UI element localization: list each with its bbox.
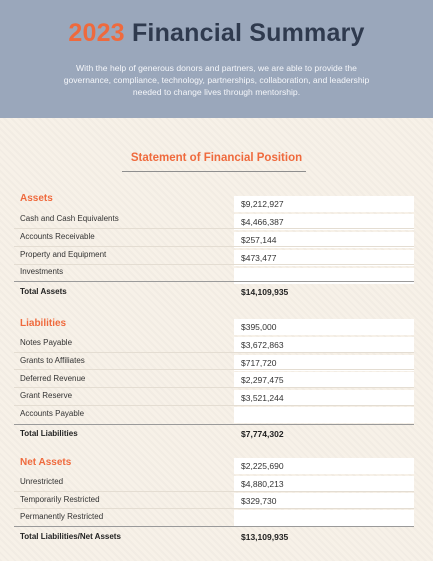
- liabilities-label-3: Deferred Revenue: [20, 374, 86, 383]
- total-liabilities-net-assets-value: $13,109,935: [241, 532, 289, 542]
- liabilities-heading: Liabilities: [20, 318, 67, 329]
- assets-total-rule: [14, 281, 414, 282]
- row-divider: [14, 352, 414, 353]
- net-assets-value-2: $4,880,213: [234, 476, 414, 492]
- liabilities-label-5: Accounts Payable: [20, 409, 85, 418]
- row-divider: [14, 369, 414, 370]
- liabilities-value-2: $3,672,863: [234, 337, 414, 353]
- liabilities-label-1: Notes Payable: [20, 338, 73, 347]
- assets-label-1: Cash and Cash Equivalents: [20, 214, 119, 223]
- liabilities-value-1: $395,000: [234, 319, 414, 335]
- liabilities-total-rule: [14, 424, 414, 425]
- total-liabilities-label: Total Liabilities: [20, 429, 78, 438]
- title-year: 2023: [68, 19, 125, 47]
- header-banner: [0, 0, 433, 118]
- net-assets-label-3: Permanently Restricted: [20, 512, 104, 521]
- intro-text: With the help of generous donors and partners, we are able to provide the governance, compliance, technology, partnerships, collaboration, and leadership needed to change lives through mentorship.: [63, 63, 370, 97]
- total-liabilities-net-assets-label: Total Liabilities/Net Assets: [20, 532, 121, 541]
- page-title: [0, 19, 433, 48]
- liabilities-value-4: $2,297,475: [234, 372, 414, 388]
- title-text: Financial Summary: [131, 19, 365, 47]
- statement-title: Statement of Financial Position: [130, 152, 303, 164]
- liabilities-value-blank: [234, 407, 414, 423]
- net-assets-total-rule: [14, 526, 414, 527]
- assets-label-4: Investments: [20, 267, 64, 276]
- total-assets-value: $14,109,935: [241, 287, 289, 297]
- assets-heading: Assets: [20, 193, 53, 204]
- assets-value-3: $257,144: [234, 232, 414, 248]
- liabilities-value-5: $3,521,244: [234, 390, 414, 406]
- row-divider: [14, 264, 414, 265]
- total-assets-label: Total Assets: [20, 287, 67, 296]
- row-divider: [14, 228, 414, 229]
- liabilities-label-4: Grant Reserve: [20, 391, 73, 400]
- row-divider: [14, 246, 414, 247]
- assets-label-3: Property and Equipment: [20, 250, 107, 259]
- net-assets-value-1: $2,225,690: [234, 458, 414, 474]
- row-divider: [14, 508, 414, 509]
- row-divider: [14, 387, 414, 388]
- net-assets-value-blank: [234, 510, 414, 526]
- liabilities-value-3: $717,720: [234, 355, 414, 371]
- net-assets-heading: Net Assets: [20, 457, 72, 468]
- assets-value-2: $4,466,387: [234, 214, 414, 230]
- net-assets-label-1: Unrestricted: [20, 477, 64, 486]
- assets-value-1: $9,212,927: [234, 196, 414, 212]
- row-divider: [14, 405, 414, 406]
- assets-value-4: $473,477: [234, 250, 414, 266]
- liabilities-label-2: Grants to Affiliates: [20, 356, 85, 365]
- net-assets-label-2: Temporarily Restricted: [20, 495, 100, 504]
- row-divider: [14, 491, 414, 492]
- net-assets-value-3: $329,730: [234, 493, 414, 509]
- total-liabilities-value: $7,774,302: [241, 429, 284, 439]
- statement-underline: [122, 171, 306, 172]
- assets-label-2: Accounts Receivable: [20, 232, 95, 241]
